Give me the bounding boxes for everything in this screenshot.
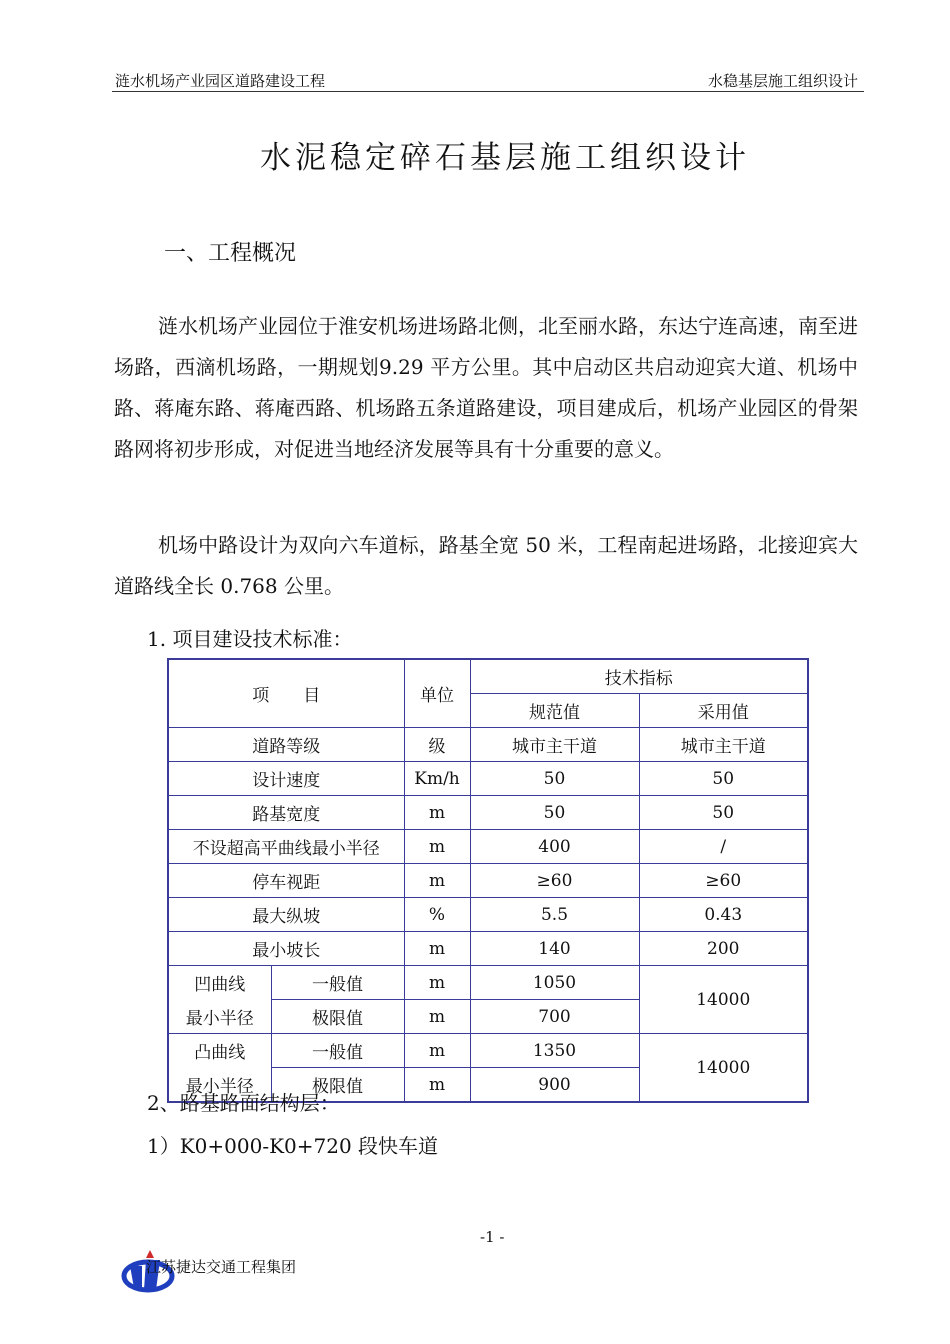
tech-standards-table xyxy=(167,658,809,1103)
paragraph-road-design: 机场中路设计为双向六车道标，路基全宽 50 米，工程南起进场路，北接迎宾大道路线全长 0.768 公里。 xyxy=(114,533,858,598)
header-document-name: 水稳基层施工组织设计 xyxy=(707,72,858,90)
row-name: 不设超高平曲线最小半径 xyxy=(168,830,404,864)
row-unit: 级 xyxy=(404,728,470,762)
row-spec: 50 xyxy=(470,796,639,830)
header-item: 项 目 xyxy=(168,659,404,728)
table-row xyxy=(168,796,808,830)
row-unit: % xyxy=(404,898,470,932)
row-unit: m xyxy=(404,796,470,830)
subheading-structure-layers: 2、路基路面结构层： xyxy=(147,1091,340,1115)
table-row xyxy=(168,966,808,1000)
concave-limit-unit: m xyxy=(404,1000,470,1034)
table-header-row xyxy=(168,659,808,694)
header-indicator: 技术指标 xyxy=(470,659,808,694)
convex-label-bottom: 最小半径 xyxy=(168,1068,271,1103)
row-name: 最小坡长 xyxy=(168,932,404,966)
header-rule xyxy=(112,91,864,92)
subheading-fast-lane-section: 1）K0+000-K0+720 段快车道 xyxy=(147,1134,439,1158)
table-row xyxy=(168,830,808,864)
header-spec-value: 规范值 xyxy=(470,694,639,728)
document-title: 水泥稳定碎石基层施工组织设计 xyxy=(260,140,750,176)
row-adopted: 城市主干道 xyxy=(639,728,808,762)
table-row xyxy=(168,1034,808,1068)
table-row xyxy=(168,762,808,796)
row-adopted: 0.43 xyxy=(639,898,808,932)
concave-general-unit: m xyxy=(404,966,470,1000)
table-row xyxy=(168,932,808,966)
row-adopted: ≥60 xyxy=(639,864,808,898)
subheading-tech-standards: 1. 项目建设技术标准： xyxy=(147,627,353,651)
concave-label-top: 凹曲线 xyxy=(168,966,271,1000)
convex-limit-unit: m xyxy=(404,1068,470,1103)
convex-adopted: 14000 xyxy=(639,1034,808,1103)
table-row xyxy=(168,728,808,762)
row-name: 设计速度 xyxy=(168,762,404,796)
row-spec: 50 xyxy=(470,762,639,796)
row-spec: 5.5 xyxy=(470,898,639,932)
row-spec: 400 xyxy=(470,830,639,864)
row-unit: Km/h xyxy=(404,762,470,796)
concave-label-bottom: 最小半径 xyxy=(168,1000,271,1034)
concave-adopted: 14000 xyxy=(639,966,808,1034)
convex-limit-label: 极限值 xyxy=(271,1068,404,1103)
row-adopted: / xyxy=(639,830,808,864)
concave-limit-label: 极限值 xyxy=(271,1000,404,1034)
page-number: -1 - xyxy=(480,1228,505,1246)
convex-limit-spec: 900 xyxy=(470,1068,639,1103)
section-heading-overview: 一、工程概况 xyxy=(164,241,297,266)
row-adopted: 50 xyxy=(639,796,808,830)
paragraph-overview: 涟水机场产业园位于淮安机场进场路北侧，北至丽水路，东达宁连高速，南至进场路，西滴机场路，一期规划9.29 平方公里。其中启动区共启动迎宾大道、机场中路、蒋庵东路、蒋庵西路、机场路五条道路建设，项目建成后，机场产业园区的骨架路网将初步形成，对促进当地经济发展等具有十分重要的意义。 xyxy=(114,314,858,461)
row-name: 停车视距 xyxy=(168,864,404,898)
row-name: 最大纵坡 xyxy=(168,898,404,932)
row-adopted: 200 xyxy=(639,932,808,966)
row-name: 道路等级 xyxy=(168,728,404,762)
table-row xyxy=(168,864,808,898)
row-unit: m xyxy=(404,864,470,898)
convex-general-unit: m xyxy=(404,1034,470,1068)
table-row xyxy=(168,898,808,932)
header-project-name: 涟水机场产业园区道路建设工程 xyxy=(115,72,326,90)
convex-general-spec: 1350 xyxy=(470,1034,639,1068)
row-spec: 城市主干道 xyxy=(470,728,639,762)
row-unit: m xyxy=(404,830,470,864)
concave-general-spec: 1050 xyxy=(470,966,639,1000)
concave-general-label: 一般值 xyxy=(271,966,404,1000)
row-spec: ≥60 xyxy=(470,864,639,898)
convex-general-label: 一般值 xyxy=(271,1034,404,1068)
convex-label-top: 凸曲线 xyxy=(168,1034,271,1068)
row-adopted: 50 xyxy=(639,762,808,796)
concave-limit-spec: 700 xyxy=(470,1000,639,1034)
header-unit: 单位 xyxy=(404,659,470,728)
row-unit: m xyxy=(404,932,470,966)
row-name: 路基宽度 xyxy=(168,796,404,830)
company-name: 江苏捷达交通工程集团 xyxy=(146,1258,297,1276)
row-spec: 140 xyxy=(470,932,639,966)
header-adopted-value: 采用值 xyxy=(639,694,808,728)
